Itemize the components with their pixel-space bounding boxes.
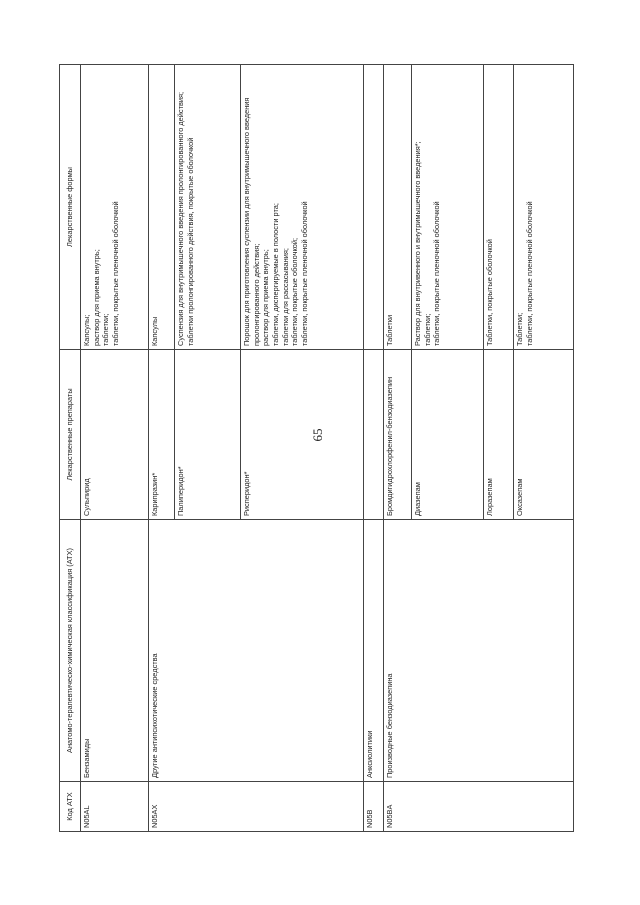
header-code: Код АТХ <box>60 782 81 832</box>
atx-code: N05BA <box>384 782 574 832</box>
table-row <box>149 65 175 832</box>
form-line: таблетки, покрытые пленочной оболочкой <box>110 201 120 346</box>
form-line: Капсулы; <box>82 314 91 346</box>
drug-name <box>364 350 384 520</box>
dosage-forms <box>514 65 574 350</box>
atx-code: N05B <box>364 782 384 832</box>
form-line: таблетки, диспергируемые в полости рта; <box>270 203 280 346</box>
header-drugs: Лекарственные препараты <box>60 350 81 520</box>
atx-code: N05AX <box>149 782 364 832</box>
page-number: 65 <box>310 428 325 442</box>
form-line: таблетки, покрытые пленочной оболочкой <box>299 201 309 346</box>
dosage-forms <box>412 65 484 350</box>
rotated-table-container <box>59 65 570 832</box>
form-line: Суспензия для внутримышечного введения пролонгированного действия; <box>176 91 185 346</box>
drug-name: Диазепам <box>412 350 484 520</box>
drug-name: Палиперидон* <box>175 350 241 520</box>
form-line: Капсулы <box>150 316 159 346</box>
drug-name: Карипразин* <box>149 350 175 520</box>
atx-class: Бензамиды <box>81 520 149 782</box>
dosage-forms <box>175 65 241 350</box>
drug-name: Рисперидон* <box>241 350 364 520</box>
form-line: таблетки; <box>101 313 111 346</box>
atx-class: Производные бензодиазепина <box>384 520 574 782</box>
atx-class: Другие антипсихотические средства <box>149 520 364 782</box>
dosage-forms <box>241 65 364 350</box>
atx-class: Анксиолитики <box>364 520 384 782</box>
form-line: Таблетки, покрытые оболочкой <box>485 239 494 346</box>
drug-name: Сульпирид <box>81 350 149 520</box>
form-line: таблетки, покрытые пленочной оболочкой <box>432 201 442 346</box>
table-header-row <box>60 65 81 832</box>
dosage-forms <box>364 65 384 350</box>
drug-name: Бромдигидрохлорфенил-бензодиазепин <box>384 350 412 520</box>
form-line: таблетки, покрытые оболочкой; <box>290 237 300 346</box>
drug-table <box>59 64 574 832</box>
form-line: раствор для приема внутрь; <box>261 249 271 346</box>
table-row <box>384 65 412 832</box>
atx-code: N05AL <box>81 782 149 832</box>
form-line: таблетки; <box>422 313 432 346</box>
form-line: Таблетки; <box>515 312 524 346</box>
form-line: таблетки пролонгированного действия, покрытые оболочкой <box>185 137 195 346</box>
dosage-forms <box>81 65 149 350</box>
form-line: раствор для приема внутрь; <box>91 249 101 346</box>
table-row <box>81 65 149 832</box>
drug-name: Лоразепам <box>484 350 514 520</box>
form-line: Раствор для внутривенного и внутримышечного введения*; <box>413 141 422 346</box>
dosage-forms <box>484 65 514 350</box>
drug-name: Оксазепам <box>514 350 574 520</box>
form-line: таблетки для рассасывания; <box>280 248 290 346</box>
form-line: Порошок для приготовления суспензии для внутримышечного введения пролонгированного действия; <box>242 97 261 346</box>
header-forms: Лекарственные формы <box>60 65 81 350</box>
dosage-forms <box>384 65 412 350</box>
form-line: таблетки, покрытые пленочной оболочкой <box>524 201 534 346</box>
dosage-forms <box>149 65 175 350</box>
header-atx: Анатомо-терапевтическо-химическая классификация (АТХ) <box>60 520 81 782</box>
table-row <box>364 65 384 832</box>
form-line: Таблетки <box>385 314 394 346</box>
